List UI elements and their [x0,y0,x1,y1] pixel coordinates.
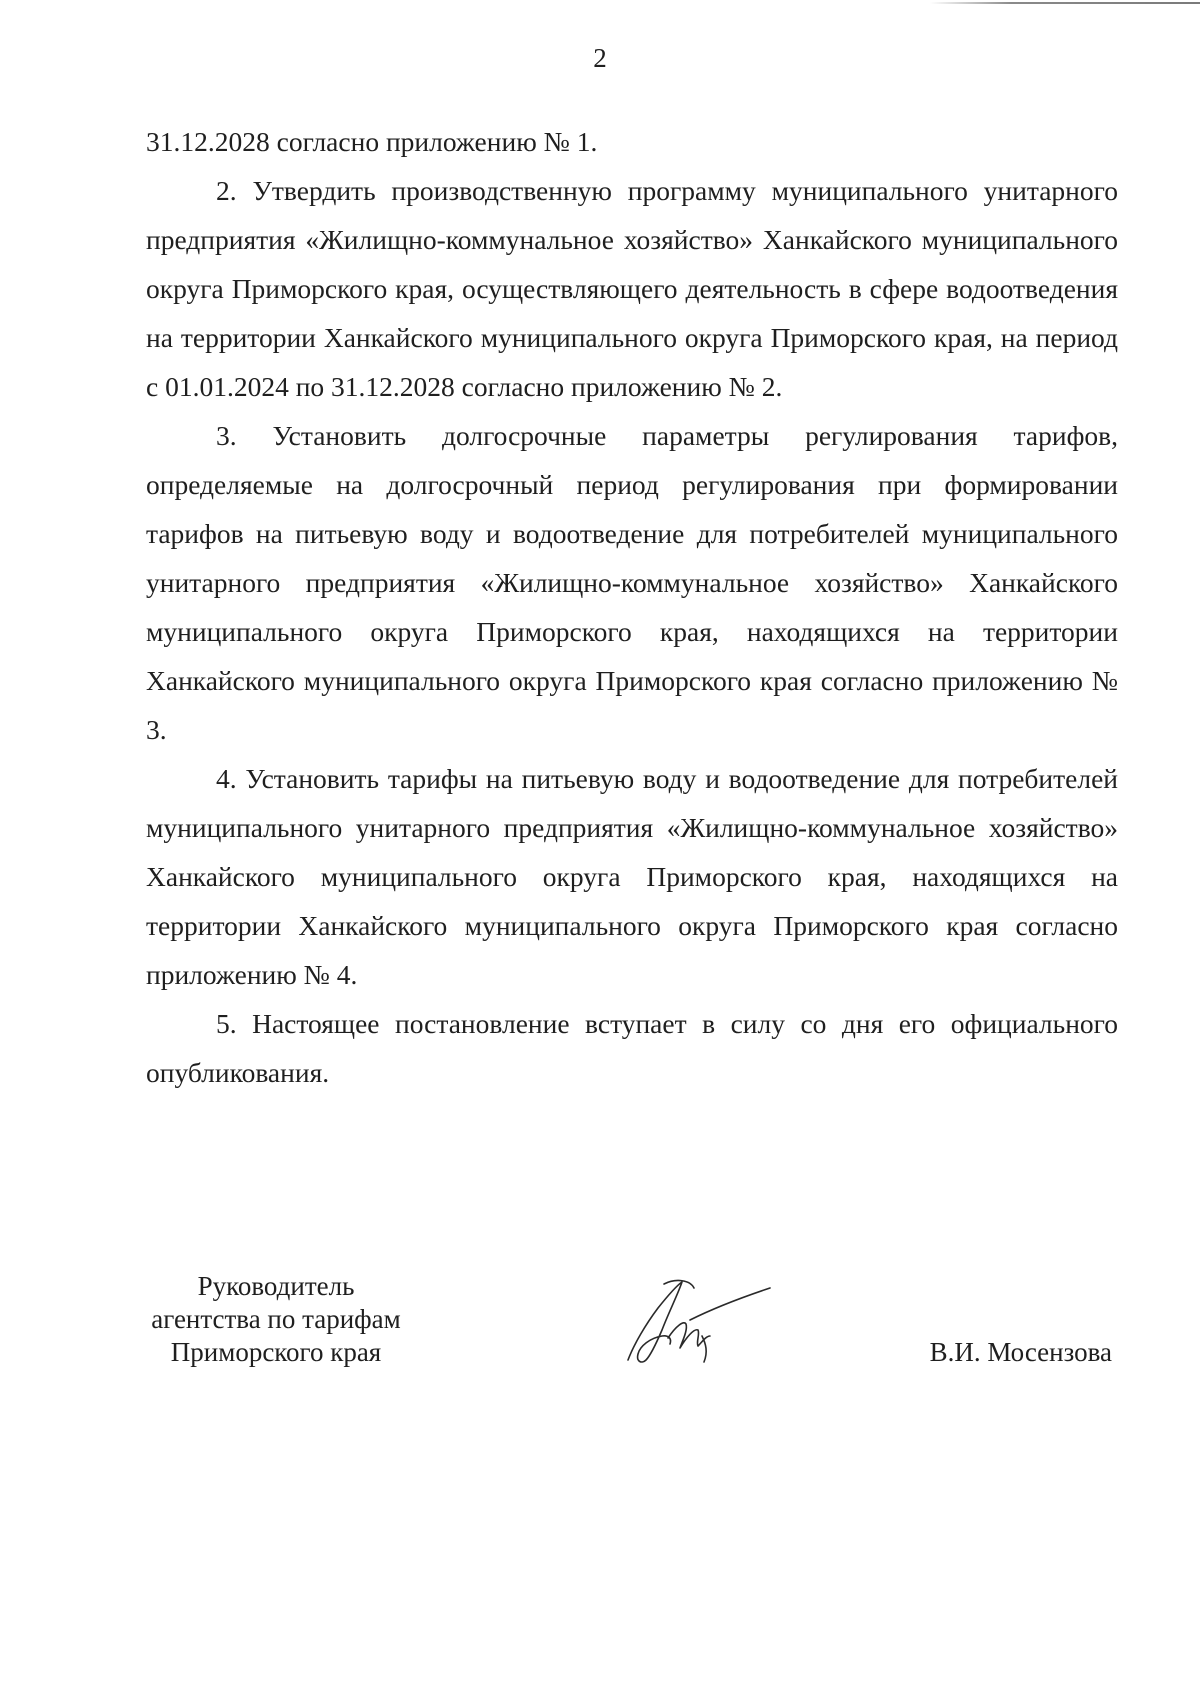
scan-edge-mark [930,2,1200,4]
signature-block [136,1270,1118,1390]
signer-title-line-1: Руководитель [197,1271,355,1301]
signer-name: В.И. Мосензова [929,1337,1112,1367]
page-number: 2 [593,43,607,73]
signer-title-line-3: Приморского края [170,1337,382,1367]
paragraph-3: 3. Установить долгосрочные параметры регулирования тарифов, определяемые на долгосрочный период регулирования при формировании тарифов на питьевую воду и водоотведение для потребителей муниципального унитарного предприятия «Жилищно-коммунальное хозяйство» Ханкайского муниципального округа Приморского края, находящихся на территории Ханкайского муниципального округа Приморского края согласно приложению № 3. [146,420,1118,745]
document-body [146,117,1118,1097]
paragraph-1-continuation: 31.12.2028 согласно приложению № 1. [146,126,598,157]
signer-title [136,1270,416,1369]
paragraph-4: 4. Установить тарифы на питьевую воду и водоотведение для потребителей муниципального унитарного предприятия «Жилищно-коммунальное хозяйство» Ханкайского муниципального округа Приморского края, находящихся на территории Ханкайского муниципального округа Приморского края согласно приложению № 4. [146,763,1118,990]
handwritten-signature-icon [606,1264,776,1374]
paragraph-2: 2. Утвердить производственную программу муниципального унитарного предприятия «Жилищно-коммунальное хозяйство» Ханкайского муниципального округа Приморского края, осуществляющего деятельность в сфере водоотведения на территории Ханкайского муниципального округа Приморского края, на период с 01.01.2024 по 31.12.2028 согласно приложению № 2. [146,175,1118,402]
paragraph-5: 5. Настоящее постановление вступает в силу со дня его официального опубликования. [146,1008,1118,1088]
signer-title-line-2: агентства по тарифам [151,1304,401,1334]
